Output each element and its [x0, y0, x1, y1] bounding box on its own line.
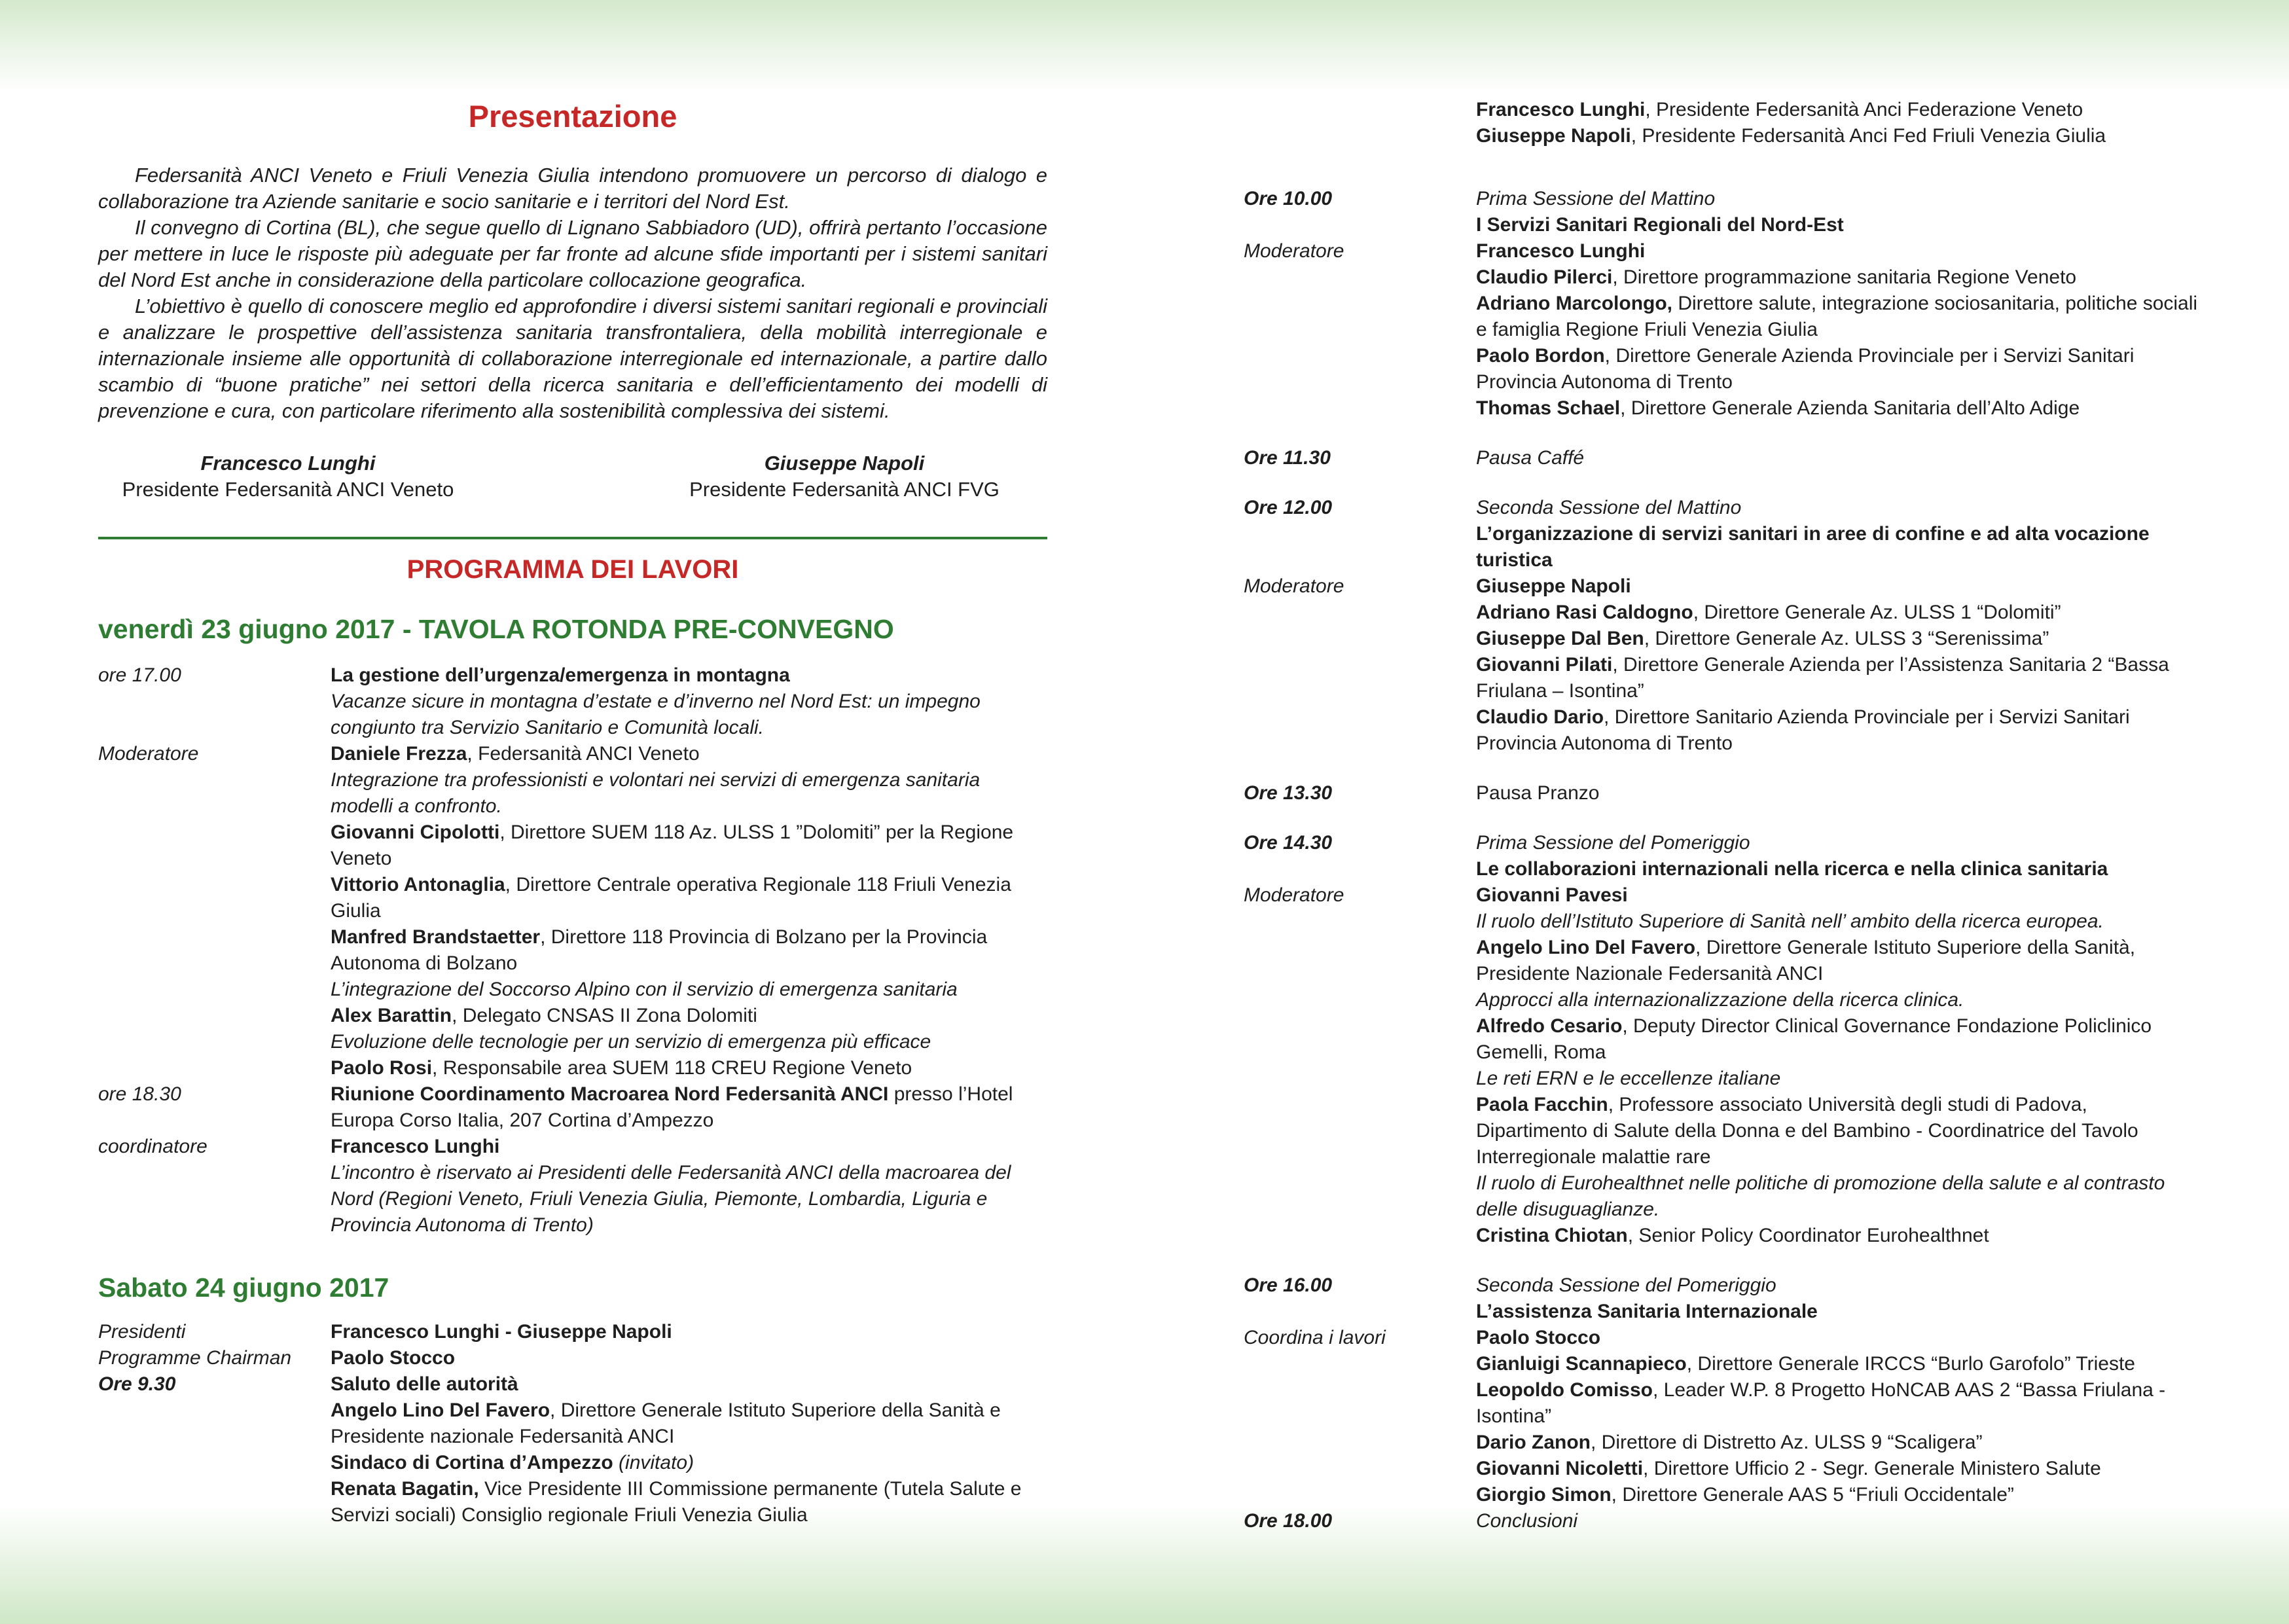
schedule-content [1476, 495, 2199, 573]
schedule-label: Moderatore [98, 743, 199, 765]
paragraph: Federsanità ANCI Veneto e Friuli Venezia Giulia intendono promuovere un percorso di dialogo e collaborazione tra Aziende sanitarie e socio sanitarie e i territori del Nord Est. [98, 164, 1047, 213]
detail-text: , Direttore Ufficio 2 - Segr. Generale Ministero Salute [1643, 1458, 2101, 1479]
italic-text: Il ruolo dell’Istituto Superiore di Sanità nell’ ambito della ricerca europea. [1476, 911, 2104, 932]
speaker-name: Paolo Stocco [1476, 1327, 1601, 1348]
schedule-line [1476, 343, 2199, 395]
detail-text: , Direttore 118 Provincia di Bolzano per la Provincia Autonoma di Bolzano [331, 926, 988, 974]
schedule-row [98, 1319, 1047, 1345]
schedule-line [1476, 1482, 2199, 1508]
schedule-line [331, 1055, 1047, 1081]
detail-text: , Direttore programmazione sanitaria Regione Veneto [1612, 266, 2077, 288]
schedule-line [1476, 238, 2199, 264]
speaker-name: Paola Facchin [1476, 1094, 1608, 1115]
schedule-content [1476, 1508, 2199, 1534]
schedule-line [331, 1029, 1047, 1055]
schedule-line [1476, 909, 2199, 935]
schedule-label: Ore 13.30 [1244, 782, 1333, 804]
schedule-line [331, 820, 1047, 872]
schedule-line [1476, 573, 2199, 600]
schedule-row [1244, 882, 2199, 1249]
speaker-name: Giuseppe Dal Ben [1476, 628, 1644, 649]
schedule-row [98, 1081, 1047, 1134]
schedule-row [1244, 97, 2199, 149]
signature-name: Giuseppe Napoli [764, 452, 925, 475]
schedule-line [1476, 1272, 2199, 1299]
detail-text: Direttore salute, integrazione sociosanitaria, politiche sociali e famiglia Regione Friuli Venezia Giulia [1476, 293, 2198, 340]
schedule-label: Ore 18.00 [1244, 1510, 1333, 1532]
italic-text: Le reti ERN e le eccellenze italiane [1476, 1068, 1781, 1089]
schedule-row [1244, 573, 2199, 757]
schedule-line [1476, 97, 2199, 123]
detail-text: , Direttore Generale Az. ULSS 1 “Dolomiti” [1693, 602, 2061, 623]
schedule-row [1244, 1272, 2199, 1325]
schedule-row [1244, 780, 2199, 806]
schedule-line [1476, 212, 2199, 238]
schedule-line [1476, 1351, 2199, 1377]
detail-text: , Direttore Generale Azienda Sanitaria dell’Alto Adige [1620, 397, 2080, 419]
schedule-content [331, 1319, 1047, 1345]
speaker-name: Riunione Coordinamento Macroarea Nord Federsanità ANCI [331, 1083, 889, 1105]
schedule-line [331, 924, 1047, 977]
schedule-line [1476, 1377, 2199, 1430]
schedule-line [331, 689, 1047, 741]
detail-text: , Deputy Director Clinical Governance Fondazione Policlinico Gemelli, Roma [1476, 1015, 2152, 1063]
schedule-line [1476, 445, 2199, 471]
detail-text: , Leader W.P. 8 Progetto HoNCAB AAS 2 “Bassa Friulana - Isontina” [1476, 1379, 2166, 1427]
speaker-name: Dario Zanon [1476, 1432, 1591, 1453]
schedule-label: Ore 11.30 [1244, 447, 1331, 469]
schedule-line [331, 1476, 1047, 1528]
schedule-line [331, 1398, 1047, 1450]
speaker-name: Saluto delle autorità [331, 1373, 518, 1395]
italic-text: Seconda Sessione del Mattino [1476, 497, 1742, 518]
schedule-row [98, 1345, 1047, 1371]
schedule-line [1476, 186, 2199, 212]
schedule-line [331, 1081, 1047, 1134]
speaker-name: Paolo Rosi [331, 1057, 433, 1079]
spacer [1244, 471, 2199, 495]
schedule-label: Ore 10.00 [1244, 188, 1333, 209]
speaker-name: Francesco Lunghi [1476, 240, 1646, 262]
italic-text: Evoluzione delle tecnologie per un servizio di emergenza più efficace [331, 1031, 931, 1053]
italic-text: Approcci alla internazionalizzazione della ricerca clinica. [1476, 989, 1964, 1011]
schedule-label: Ore 12.00 [1244, 497, 1333, 518]
schedule-row [98, 1371, 1047, 1528]
schedule-line [1476, 1092, 2199, 1170]
schedule-row [1244, 238, 2199, 422]
detail-text: , Direttore Generale IRCCS “Burlo Garofolo” Trieste [1686, 1353, 2135, 1375]
schedule-content [1476, 882, 2199, 1249]
spacer [1244, 149, 2199, 186]
italic-text: Pausa Caffé [1476, 447, 1585, 469]
italic-text: Prima Sessione del Mattino [1476, 188, 1716, 209]
programma-title: PROGRAMMA DEI LAVORI [406, 555, 739, 584]
detail-text: , Direttore Generale AAS 5 “Friuli Occidentale” [1611, 1484, 2014, 1506]
speaker-name: Manfred Brandstaetter [331, 926, 541, 948]
schedule-line [331, 1160, 1047, 1238]
schedule-content [331, 1371, 1047, 1528]
schedule-line [1476, 1508, 2199, 1534]
note-text: (invitato) [613, 1452, 694, 1473]
schedule-row [1244, 830, 2199, 882]
schedule-line [1476, 1325, 2199, 1351]
schedule-label: Ore 16.00 [1244, 1274, 1333, 1296]
saturday-schedule [98, 1319, 1047, 1528]
schedule-line [1476, 1430, 2199, 1456]
speaker-name: Francesco Lunghi [331, 1136, 500, 1157]
schedule-content [1476, 1325, 2199, 1508]
schedule-line [1476, 987, 2199, 1013]
detail-text: presso l’Hotel Europa Corso Italia, 207 Cortina d’Ampezzo [331, 1083, 1013, 1131]
italic-text: Il ruolo di Eurohealthnet nelle politiche di promozione della salute e al contrasto delle disuguaglianze. [1476, 1172, 2165, 1220]
spacer [1244, 757, 2199, 780]
schedule-content [1476, 573, 2199, 757]
detail-text: , Direttore Generale Azienda per l’Assistenza Sanitaria 2 “Bassa Friulana – Isontina” [1476, 654, 2169, 702]
detail-text: , Direttore Generale Azienda Provinciale per i Servizi Sanitari Provincia Autonoma di Trento [1476, 345, 2135, 393]
speaker-name: I Servizi Sanitari Regionali del Nord-Est [1476, 214, 1844, 236]
speaker-name: Giovanni Cipolotti [331, 821, 500, 843]
schedule-label: Ore 14.30 [1244, 832, 1333, 854]
schedule-line [1476, 264, 2199, 291]
italic-text: Conclusioni [1476, 1510, 1578, 1532]
schedule-label: Programme Chairman [98, 1347, 292, 1369]
italic-text: Vacanze sicure in montagna d’estate e d’inverno nel Nord Est: un impegno congiunto tra Servizio Sanitario e Comunità locali. [331, 691, 981, 738]
schedule-content [1476, 830, 2199, 882]
speaker-name: La gestione dell’urgenza/emergenza in montagna [331, 664, 790, 686]
schedule-label: Moderatore [1244, 575, 1344, 597]
schedule-content [331, 1081, 1047, 1134]
speaker-name: Renata Bagatin, [331, 1478, 479, 1500]
detail-text: , Direttore Generale Istituto Superiore della Sanità, Presidente Nazionale Federsanità ANCI [1476, 937, 2136, 984]
schedule-row [98, 1134, 1047, 1238]
speaker-name: Vittorio Antonaglia [331, 874, 505, 895]
schedule-row [1244, 495, 2199, 573]
schedule-line [1476, 1170, 2199, 1223]
schedule-content [331, 741, 1047, 1081]
presentazione-title: Presentazione [468, 99, 677, 134]
schedule-label: Presidenti [98, 1321, 186, 1343]
italic-text: Prima Sessione del Pomeriggio [1476, 832, 1750, 854]
schedule-line [331, 1319, 1047, 1345]
detail-text: , Presidente Federsanità Anci Fed Friuli Venezia Giulia [1631, 125, 2106, 147]
speaker-name: Daniele Frezza [331, 743, 467, 765]
italic-text: Integrazione tra professionisti e volontari nei servizi di emergenza sanitaria modelli a confronto. [331, 769, 981, 817]
speaker-name: Angelo Lino Del Favero [331, 1399, 550, 1421]
schedule-line [1476, 291, 2199, 343]
schedule-line [1476, 780, 2199, 806]
italic-text: Seconda Sessione del Pomeriggio [1476, 1274, 1776, 1296]
detail-text: , Direttore Sanitario Azienda Provinciale per i Servizi Sanitari Provincia Autonoma di Trento [1476, 706, 2130, 754]
speaker-name: Paolo Bordon [1476, 345, 1605, 367]
speaker-name: Francesco Lunghi - Giuseppe Napoli [331, 1321, 672, 1343]
schedule-label: ore 18.30 [98, 1083, 181, 1105]
schedule-label: ore 17.00 [98, 664, 181, 686]
friday-heading: venerdì 23 giugno 2017 - TAVOLA ROTONDA PRE-CONVEGNO [98, 614, 894, 644]
speaker-name: Giuseppe Napoli [1476, 575, 1631, 597]
schedule-row [1244, 1508, 2199, 1534]
schedule-line [1476, 395, 2199, 422]
speaker-name: Giuseppe Napoli [1476, 125, 1631, 147]
speaker-name: Adriano Marcolongo, [1476, 293, 1672, 314]
schedule-row [1244, 445, 2199, 471]
schedule-label: Coordina i lavori [1244, 1327, 1386, 1348]
schedule-line [1476, 600, 2199, 626]
divider [98, 537, 1047, 539]
schedule-content [331, 662, 1047, 741]
schedule-content [1476, 780, 2199, 806]
speaker-name: Alex Barattin [331, 1005, 452, 1026]
detail-text: , Direttore SUEM 118 Az. ULSS 1 ”Dolomiti” per la Regione Veneto [331, 821, 1014, 869]
schedule-line [1476, 123, 2199, 149]
schedule-row [98, 741, 1047, 1081]
schedule-line [1476, 652, 2199, 704]
schedule-line [1476, 626, 2199, 652]
speaker-name: Gianluigi Scannapieco [1476, 1353, 1687, 1375]
schedule-line [331, 767, 1047, 820]
signature-lunghi [98, 450, 478, 503]
detail-text: Vice Presidente III Commissione permanente (Tutela Salute e Servizi sociali) Consiglio regionale Friuli Venezia Giulia [331, 1478, 1022, 1526]
schedule-label: Moderatore [1244, 884, 1344, 906]
detail-text: , Professore associato Università degli studi di Padova, Dipartimento di Salute della Donna e del Bambino - Coordinatrice del Tavolo Interregionale malattie rare [1476, 1094, 2138, 1168]
schedule-row [1244, 1325, 2199, 1508]
schedule-line [1476, 1013, 2199, 1066]
spacer [1244, 806, 2199, 830]
signature-napoli [641, 450, 1047, 503]
schedule-line [331, 977, 1047, 1003]
schedule-line [1476, 830, 2199, 856]
schedule-line [331, 1134, 1047, 1160]
detail-text: , Direttore Generale Az. ULSS 3 “Serenissima” [1644, 628, 2049, 649]
saturday-schedule-continued [1244, 97, 2199, 1534]
spacer [1244, 1249, 2199, 1272]
speaker-name: Giovanni Pavesi [1476, 884, 1628, 906]
schedule-content [1476, 238, 2199, 422]
schedule-line [1476, 856, 2199, 882]
detail-text: , Direttore di Distretto Az. ULSS 9 “Scaligera” [1591, 1432, 1983, 1453]
schedule-line [1476, 1223, 2199, 1249]
schedule-line [1476, 882, 2199, 909]
signature-role: Presidente Federsanità ANCI FVG [689, 478, 1000, 501]
detail-text: , Senior Policy Coordinator Eurohealthnet [1627, 1225, 1989, 1246]
schedule-content [1476, 97, 2199, 149]
schedule-content [1476, 445, 2199, 471]
speaker-name: Adriano Rasi Caldogno [1476, 602, 1693, 623]
speaker-name: Claudio Dario [1476, 706, 1604, 728]
detail-text: , Presidente Federsanità Anci Federazione Veneto [1645, 99, 2083, 120]
saturday-heading: Sabato 24 giugno 2017 [98, 1272, 389, 1303]
speaker-name: Claudio Pilerci [1476, 266, 1613, 288]
signature-name: Francesco Lunghi [200, 452, 376, 475]
friday-schedule [98, 662, 1047, 1238]
detail-text: , Direttore Centrale operativa Regionale 118 Friuli Venezia Giulia [331, 874, 1011, 922]
italic-text: L’incontro è riservato ai Presidenti delle Federsanità ANCI della macroarea del Nord (Regioni Veneto, Friuli Venezia Giulia, Piemonte, Lombardia, Liguria e Provincia Autonoma di Trento) [331, 1162, 1011, 1236]
schedule-label: Moderatore [1244, 240, 1344, 262]
speaker-name: Giovanni Nicoletti [1476, 1458, 1644, 1479]
schedule-line [1476, 1456, 2199, 1482]
schedule-row [98, 662, 1047, 741]
schedule-line [1476, 521, 2199, 573]
detail-text: , Responsabile area SUEM 118 CREU Regione Veneto [432, 1057, 912, 1079]
speaker-name: L’organizzazione di servizi sanitari in aree di confine e ad alta vocazione turistica [1476, 523, 2150, 571]
schedule-row [1244, 186, 2199, 238]
speaker-name: Sindaco di Cortina d’Ampezzo [331, 1452, 613, 1473]
paragraph: L’obiettivo è quello di conoscere meglio ed approfondire i diversi sistemi sanitari regionali e provinciali e analizzare le prospettive dell’assistenza sanitaria transfrontaliera, della mobilità interregionale e internazionale insieme alle opportunità di collaborazione interregionale ed internazionale, a partire dallo scambio di “buone pratiche” nei settori della ricerca sanitaria e dell’efficientamento dei modelli di prevenzione e cura, con particolare riferimento alla sostenibilità complessiva dei sistemi. [98, 295, 1047, 422]
schedule-line [1476, 935, 2199, 987]
schedule-line [1476, 495, 2199, 521]
schedule-line [331, 1003, 1047, 1029]
speaker-name: Francesco Lunghi [1476, 99, 1646, 120]
detail-text: Pausa Pranzo [1476, 782, 1600, 804]
schedule-line [1476, 704, 2199, 757]
schedule-content [1476, 1272, 2199, 1325]
speaker-name: Le collaborazioni internazionali nella ricerca e nella clinica sanitaria [1476, 858, 2108, 880]
speaker-name: Leopoldo Comisso [1476, 1379, 1653, 1401]
presentazione-body [98, 162, 1047, 424]
speaker-name: Angelo Lino Del Favero [1476, 937, 1696, 958]
schedule-content [331, 1134, 1047, 1238]
schedule-line [331, 872, 1047, 924]
speaker-name: Alfredo Cesario [1476, 1015, 1623, 1037]
schedule-line [331, 1345, 1047, 1371]
spacer [1244, 422, 2199, 445]
schedule-line [331, 741, 1047, 767]
detail-text: , Delegato CNSAS II Zona Dolomiti [452, 1005, 757, 1026]
schedule-label [1244, 97, 1476, 149]
speaker-name: Cristina Chiotan [1476, 1225, 1628, 1246]
detail-text: , Direttore Generale Istituto Superiore della Sanità e Presidente nazionale Federsanità ANCI [331, 1399, 1001, 1447]
schedule-line [1476, 1066, 2199, 1092]
schedule-content [331, 1345, 1047, 1371]
schedule-content [1476, 186, 2199, 238]
detail-text: , Federsanità ANCI Veneto [467, 743, 700, 765]
schedule-line [1476, 1299, 2199, 1325]
schedule-line [331, 1371, 1047, 1398]
speaker-name: Giovanni Pilati [1476, 654, 1613, 676]
speaker-name: Giorgio Simon [1476, 1484, 1612, 1506]
paragraph: Il convegno di Cortina (BL), che segue quello di Lignano Sabbiadoro (UD), offrirà pertanto l’occasione per mettere in luce le risposte più adeguate per far fronte ad alcune sfide importanti per i sistemi sanitari del Nord Est anche in considerazione della particolare collocazione geografica. [98, 216, 1047, 291]
speaker-name: Thomas Schael [1476, 397, 1621, 419]
speaker-name: L’assistenza Sanitaria Internazionale [1476, 1301, 1818, 1322]
speaker-name: Paolo Stocco [331, 1347, 456, 1369]
signature-role: Presidente Federsanità ANCI Veneto [122, 478, 454, 501]
schedule-line [331, 1450, 1047, 1476]
schedule-label: Ore 9.30 [98, 1373, 176, 1395]
schedule-line [331, 662, 1047, 689]
schedule-label: coordinatore [98, 1136, 207, 1157]
italic-text: L’integrazione del Soccorso Alpino con il servizio di emergenza sanitaria [331, 979, 958, 1000]
